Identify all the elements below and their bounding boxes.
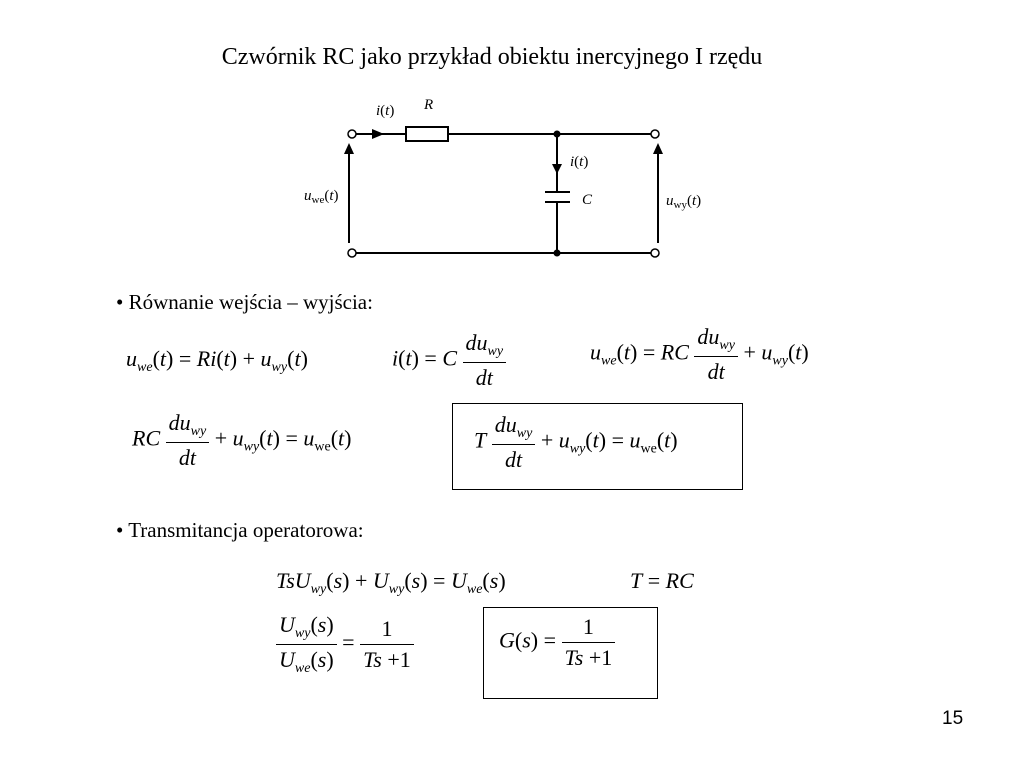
equation-time-constant: T = RC: [630, 568, 694, 593]
rc-circuit-diagram: [0, 0, 1024, 300]
label-capacitor: C: [582, 192, 593, 208]
label-output-voltage: $u_{wy}(t)$: [666, 193, 702, 211]
equation-transfer-function: G(s) = $\frac{1}{Ts +1}$: [499, 614, 615, 671]
arrowhead-output: [653, 143, 663, 154]
label-current-in: i(t): [376, 103, 395, 119]
equation-kvl: $u_{we}(t) = Ri(t) + u_{wy}(t)$: [126, 346, 308, 375]
page-number: 15: [942, 708, 964, 729]
terminal-in-top: [348, 130, 356, 138]
node-top: [554, 131, 561, 138]
arrowhead-current: [372, 129, 384, 139]
arrowhead-input: [344, 143, 354, 154]
equation-time-constant-form: T $\frac{du_{wy}}{dt}$ + $u_{wy}(t) = u_{we}(t)$: [474, 412, 678, 472]
slide-title: Czwórnik RC jako przykład obiektu inercyjnego I rzędu: [221, 44, 763, 70]
equation-laplace: $TsU_{wy}(s) + U_{wy}(s) = U_{we}(s)$: [276, 568, 506, 597]
bullet-transfer-function: • Transmitancja operatorowa:: [116, 518, 364, 542]
node-bottom: [554, 250, 561, 257]
equation-capacitor-current: i(t) = C $\frac{du_{wy}}{dt}$: [392, 330, 506, 391]
terminal-in-bottom: [348, 249, 356, 257]
resistor-symbol: [406, 127, 448, 141]
equation-ratio: $\frac{U_{wy}(s)}{U_{we}(s)}$ = $\frac{1}{Ts +1}$: [276, 612, 414, 677]
terminal-out-bottom: [651, 249, 659, 257]
bullet-input-output: • Równanie wejścia – wyjścia:: [116, 290, 373, 314]
terminal-out-top: [651, 130, 659, 138]
label-input-voltage: $u_{we}(t)$: [304, 188, 339, 206]
equation-rearranged: RC $\frac{du_{wy}}{dt}$ + $u_{wy}(t) = u_{we}(t)$: [132, 410, 352, 470]
equation-combined: $u_{we}(t)$ = RC $\frac{du_{wy}}{dt}$ + $u_{wy}(t)$: [590, 324, 809, 384]
label-current-cap: i(t): [570, 154, 589, 170]
label-resistor: R: [424, 97, 434, 113]
arrowhead-cap-current: [552, 164, 562, 174]
